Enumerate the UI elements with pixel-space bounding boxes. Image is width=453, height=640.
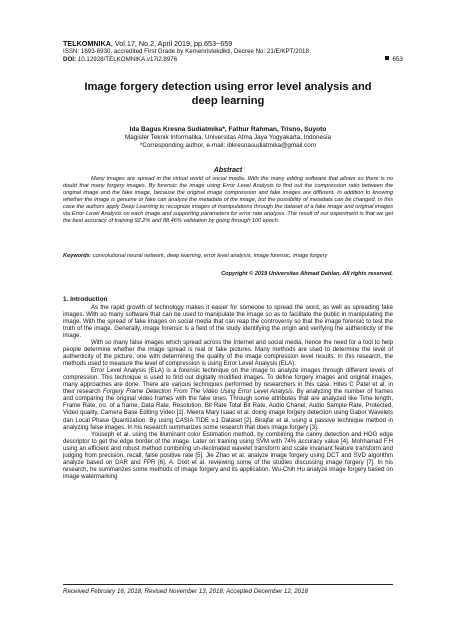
keywords-label: Keywords (63, 253, 90, 259)
paper-title (63, 80, 393, 108)
keywords-text: : convolutional neural network, deep learning, error level analysis, image forensic, image forgery (89, 253, 328, 259)
corresponding-author: *Corresponding author, e-mail: ibkresnasudiatmika@gmail.com (139, 142, 317, 149)
square-bullet-icon (385, 56, 389, 60)
page-number-value: 653 (392, 56, 403, 63)
doi-label: DOI: (63, 56, 77, 63)
journal-volume-info: , Vol.17, No.2, April 2019, pp.653~659 (110, 39, 233, 48)
author-affiliation: Magister Teknik Informatika, Universitas Atma Jaya Yogyakarta, Indonesia (124, 134, 332, 141)
paragraph-4: Youseph et al. using the illuminant color Estimation method, by combining the canny detection and HOG edge descriptor to get the edge border of the image. Later on training using SVM with 74% accuracy value [4]. Mohhamad F.H using an efficient and robust method combining un-decimated wavelet transform and scale invariant feature transform and judging from precision, recall, false positive rate [5]. Jie Zhao et al. analyze image forgery using DCT and SVD algorithm analyze based on DAR and FPR [6]. A. Dixit et al. reviewing some of the studies discussing image forgery [7]. In his research, he summarizes some methods of image forgery and its application. Wu-Chih Hu analyze image forgery based on image watermarking (63, 431, 393, 480)
abstract-heading: Abstract (213, 167, 243, 174)
introduction-body (63, 305, 393, 481)
doi-link[interactable]: 10.12928/TELKOMNIKA.v17i2.8976 (76, 56, 178, 63)
abstract-text: Many images are spread in the virtual world of social media. With the many editing software that allows so there is no doubt that many forgery images. By forensic the image using Error Level Analysis to find out the compression ratio between the original image and the fake image, because the original image compression and fake images are different. In addition to knowing whether the image is genuine or fake can analyze the metadata of the image, but the possibility of metadata can be changed. In this case the authors apply Deep Learning to recognize images of manipulations through the dataset of a fake image and original images via Error Level Analysis on each image and supporting parameters for error rate analysis. The result of our experiment is that we get the best accuracy of training 92.2% and 88.46% validation by going through 100 epoch. (63, 176, 393, 224)
author-block (63, 126, 393, 150)
title-line-1: Image forgery detection using error level analysis and (84, 81, 372, 93)
journal-name: TELKOMNIKA (63, 39, 111, 48)
copyright-notice: Copyright © 2019 Universitas Ahmad Dahlan. All rights reserved. (221, 271, 393, 277)
journal-header (63, 39, 403, 64)
doi-row (63, 56, 403, 64)
issn-line: ISSN: 1693-6930, accredited First Grade by Kemenristekdikti, Decree No: 21/E/KPT/2018 (63, 48, 309, 55)
footer-divider (63, 584, 393, 585)
paragraph-1: As the rapid growth of technology makes it easier for someone to spread the word, as well as spreading fake images. With so many software that can be used to manipulate the image so as to facilitate the public in manipulating the image. With the spread of fake images on social media that can reap the controversy so that the image forensic to test the truth of the image. Generally, image forensic is a field of the study identifying the origin and verifying the authenticity of the image. (63, 305, 393, 340)
journal-citation (63, 40, 393, 48)
keywords (63, 253, 393, 260)
received-dates: Received February 16, 2018; Revised November 13, 2018; Accepted December 12, 2018 (63, 588, 309, 595)
cited-title: Forgery Frame Detection From The Video Using Error Level Analysis (102, 389, 293, 396)
paragraph-3-part-a: Error Level Analysis (ELA) is a forensic technique on the image to analyze images through different levels of compression. This technique is used to find out digitally modified images. To define forgery images and original images, many approaches are done. There are various techniques performed by researchers in this case. Hites C Patel et al. in their research (63, 368, 393, 396)
title-line-2: deep learning (191, 95, 265, 107)
author-names: Ida Bagus Kresna Sudiatmika*, Fathur Rahman, Trisno, Suyoto (129, 126, 327, 133)
page-number (385, 56, 403, 64)
paragraph-3 (63, 368, 393, 431)
paragraph-2: With so many false images which spread across the Internet and social media, hence the need for a tool to help people determine whether the image spread is real or fake pictures. Many methods are used to determine the level of authenticity of the picture, one with determining the quality of the image compression level results. In this research, the methods used to measure the level of compression is using Error Level Analysis (ELA). (63, 340, 393, 368)
paragraph-3-part-b: . By analyzing the number of frames and comparing the original video frames with the fake ones. Through some attributes that are analyzed like Time length, Frame Rate, no. of a frame, Data Rate, Resolution, Bit Rate Total Bit Rate, Audio Chanel, Audio Sample Rate, Protected, Video quality, Camera Base Editing Video [1]. Meera Mary Isaac et al. doing image forgery detection using Gabor Wavelets dan Local Phase Quantization. By using CASIA TIDE v.1 Dataset [2]. Birajfar et al. using a passive technique method in analyzing false images. In his research summarizes some research that does image forgery [3]. (63, 389, 393, 431)
section-heading: 1. Introduction (63, 296, 108, 303)
